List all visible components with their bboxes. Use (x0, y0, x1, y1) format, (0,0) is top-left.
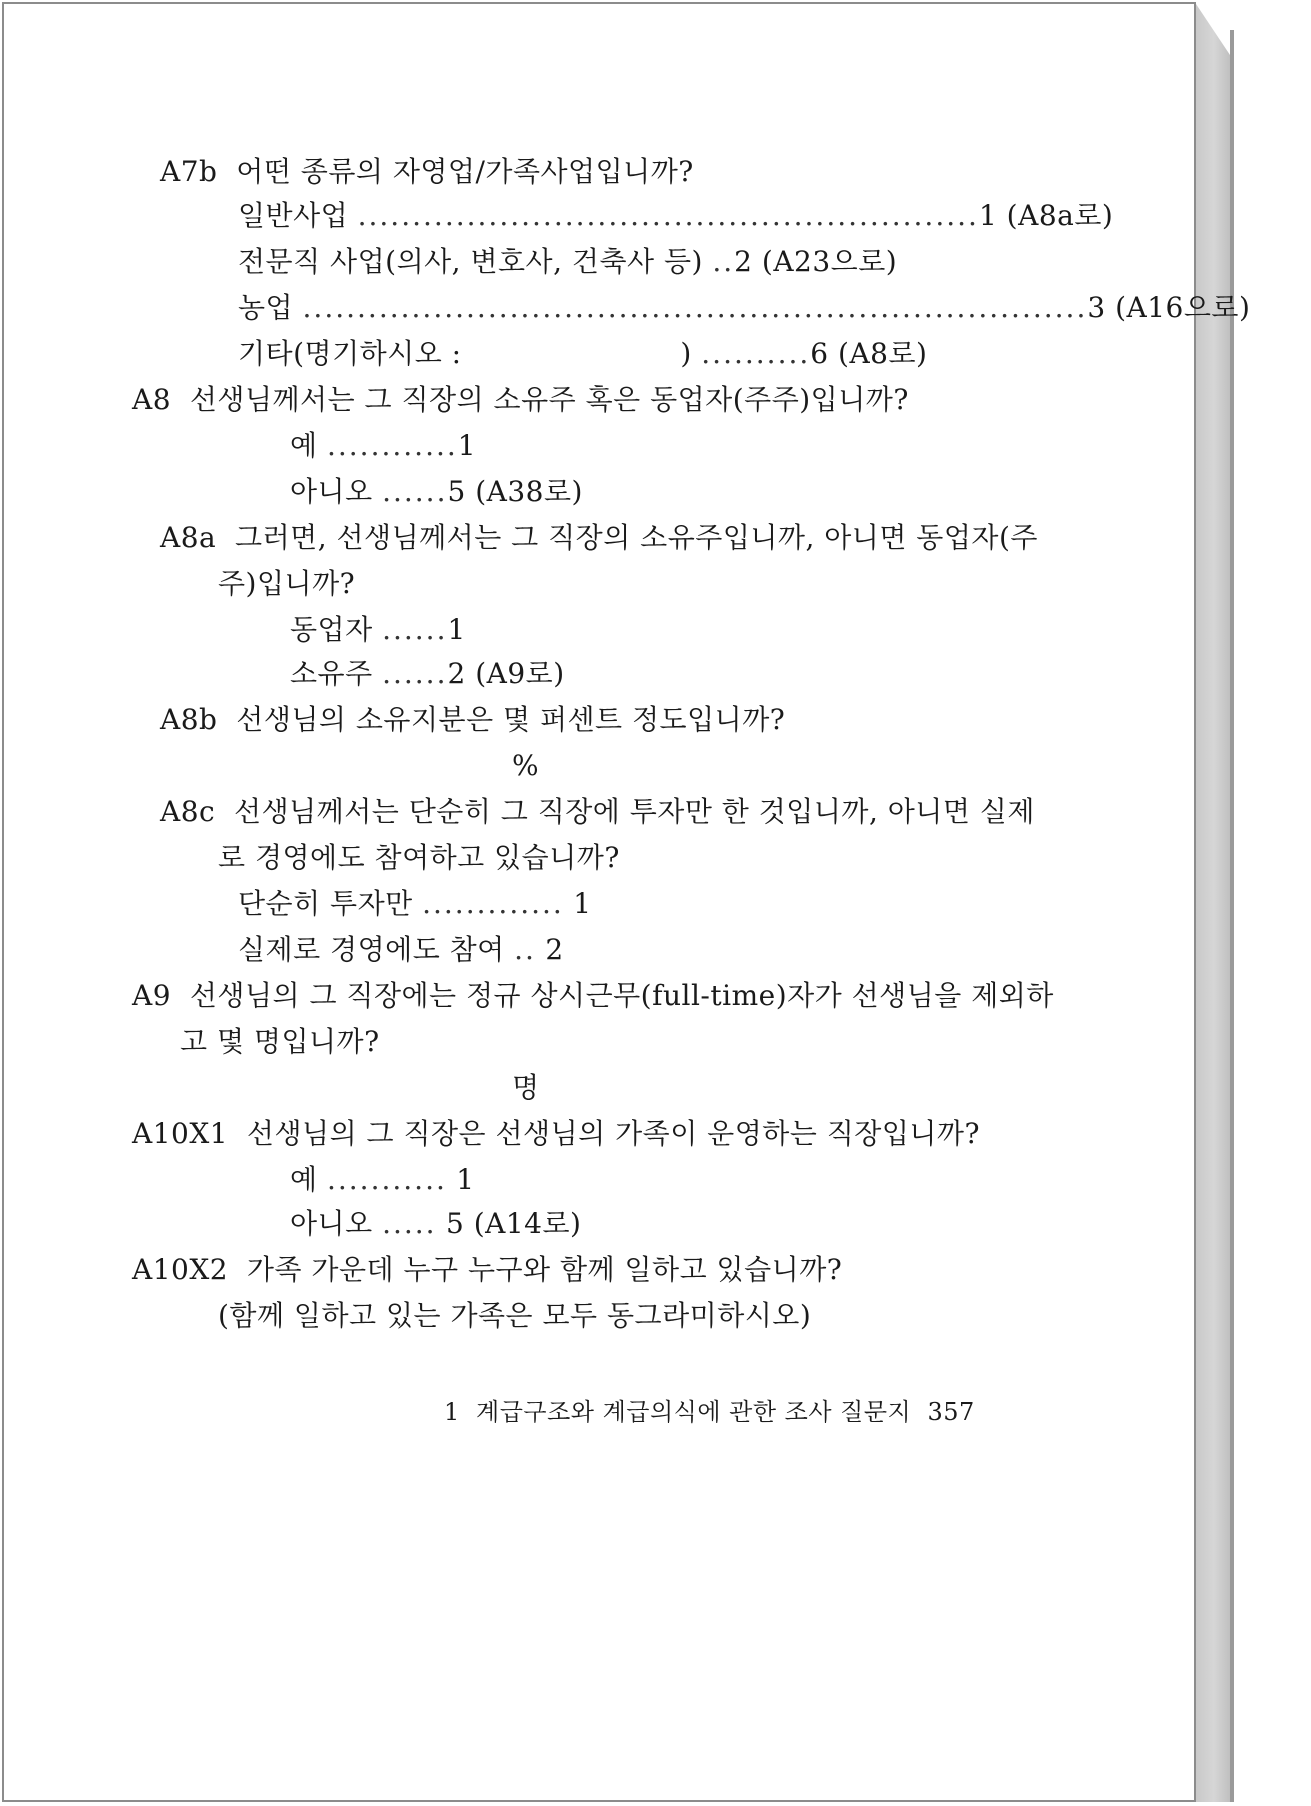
option-value: 1 (457, 429, 477, 462)
page-number: 357 (927, 1398, 975, 1426)
option-value: 1 (978, 199, 998, 232)
leader-dots: .......... (701, 337, 811, 370)
option-value: 2 (447, 657, 466, 690)
option-value: 5 (447, 475, 466, 508)
question-a8 (132, 382, 909, 418)
option-value: 1 (573, 887, 592, 920)
skip-note: (A9로) (475, 657, 565, 690)
option-a7b-4 (238, 336, 927, 372)
question-a9-line2: 고 몇 명입니까? (180, 1025, 380, 1058)
option-label: 소유주 (290, 657, 373, 690)
question-a10x2-instruction: (함께 일하고 있는 가족은 모두 동그라미하시오) (218, 1299, 812, 1332)
option-a7b-2 (238, 244, 897, 280)
option-value: 5 (445, 1207, 465, 1240)
chapter-title: 계급구조와 계급의식에 관한 조사 질문지 (476, 1398, 912, 1426)
question-code: A8b (160, 703, 218, 736)
option-label: 실제로 경영에도 참여 (238, 933, 505, 966)
question-a8c-line2: 로 경영에도 참여하고 있습니까? (218, 841, 620, 874)
option-a8c-1 (238, 886, 592, 922)
leader-dots: .. (514, 933, 536, 966)
question-code: A8c (160, 795, 216, 828)
leader-dots: ............ (326, 429, 458, 462)
question-text: 가족 가운데 누구 누구와 함께 일하고 있습니까? (246, 1253, 843, 1286)
skip-note: (A8로) (838, 337, 928, 370)
question-code: A8 (132, 383, 172, 416)
skip-note: (A16으로) (1115, 291, 1251, 324)
option-label: 일반사업 (238, 199, 349, 232)
question-text: 선생님께서는 단순히 그 직장에 투자만 한 것입니까, 아니면 실제 (234, 795, 1035, 828)
option-value: 6 (810, 337, 829, 370)
question-a9 (132, 978, 1054, 1014)
option-label: 예 (290, 429, 318, 462)
option-label: 농업 (238, 291, 294, 324)
question-code: A7b (160, 155, 218, 188)
question-a8a-line2: 주)입니까? (218, 567, 356, 600)
leader-dots: .. (712, 245, 735, 278)
question-code: A10X2 (132, 1253, 229, 1286)
option-label: 아니오 (290, 1207, 373, 1240)
option-a8a-2 (290, 656, 565, 692)
option-label: 전문직 사업(의사, 변호사, 건축사 등) (238, 245, 703, 278)
running-footer (444, 1394, 975, 1430)
answer-unit-persons: 명 (512, 1071, 540, 1104)
question-a10x2 (132, 1252, 842, 1288)
answer-unit-percent: % (512, 749, 540, 782)
option-close-paren: ) (680, 337, 692, 370)
option-a7b-1 (238, 198, 1113, 234)
chapter-number: 1 (444, 1398, 460, 1426)
option-a8c-2 (238, 932, 564, 968)
question-a8a (160, 520, 1038, 556)
leader-dots: ......................................................... (357, 199, 979, 232)
skip-note: (A38로) (475, 475, 583, 508)
option-a7b-3 (238, 290, 1250, 326)
option-a8-2 (290, 474, 583, 510)
leader-dots: ...... (382, 475, 448, 508)
option-a10x1-2 (290, 1206, 581, 1242)
option-label: 예 (290, 1163, 318, 1196)
question-a8b (160, 702, 785, 738)
leader-dots: ...... (382, 657, 448, 690)
question-a10x1 (132, 1116, 980, 1152)
question-text: 그러면, 선생님께서는 그 직장의 소유주입니까, 아니면 동업자(주 (235, 521, 1038, 554)
skip-note: (A14로) (473, 1207, 582, 1240)
option-a10x1-1 (290, 1162, 475, 1198)
option-label: 기타(명기하시오 : (238, 337, 462, 370)
option-a8a-1 (290, 612, 466, 648)
question-a7b (160, 154, 694, 190)
question-code: A10X1 (132, 1117, 229, 1150)
option-value: 1 (456, 1163, 475, 1196)
leader-dots: ........................................................................ (302, 291, 1088, 324)
option-value: 1 (447, 613, 466, 646)
leader-dots: ............. (422, 887, 564, 920)
question-text: 어떤 종류의 자영업/가족사업입니까? (236, 155, 694, 188)
question-a8c (160, 794, 1035, 830)
question-text: 선생님의 그 직장에는 정규 상시근무(full-time)자가 선생님을 제외하 (189, 979, 1054, 1012)
question-code: A9 (132, 979, 172, 1012)
option-label: 동업자 (290, 613, 373, 646)
option-a8-1 (290, 428, 476, 464)
question-text: 선생님께서는 그 직장의 소유주 혹은 동업자(주주)입니까? (189, 383, 909, 416)
skip-note: (A8a로) (1006, 199, 1114, 232)
option-label: 아니오 (290, 475, 373, 508)
skip-note: (A23으로) (761, 245, 898, 278)
question-text: 선생님의 그 직장은 선생님의 가족이 운영하는 직장입니까? (246, 1117, 980, 1150)
leader-dots: ..... (382, 1207, 437, 1240)
leader-dots: ........... (326, 1163, 447, 1196)
option-value: 3 (1087, 291, 1106, 324)
page-edge-shadow (1196, 4, 1232, 1802)
leader-dots: ...... (382, 613, 448, 646)
question-text: 선생님의 소유지분은 몇 퍼센트 정도입니까? (236, 703, 786, 736)
question-code: A8a (160, 521, 217, 554)
option-value: 2 (545, 933, 564, 966)
option-label: 단순히 투자만 (238, 887, 413, 920)
option-value: 2 (734, 245, 753, 278)
